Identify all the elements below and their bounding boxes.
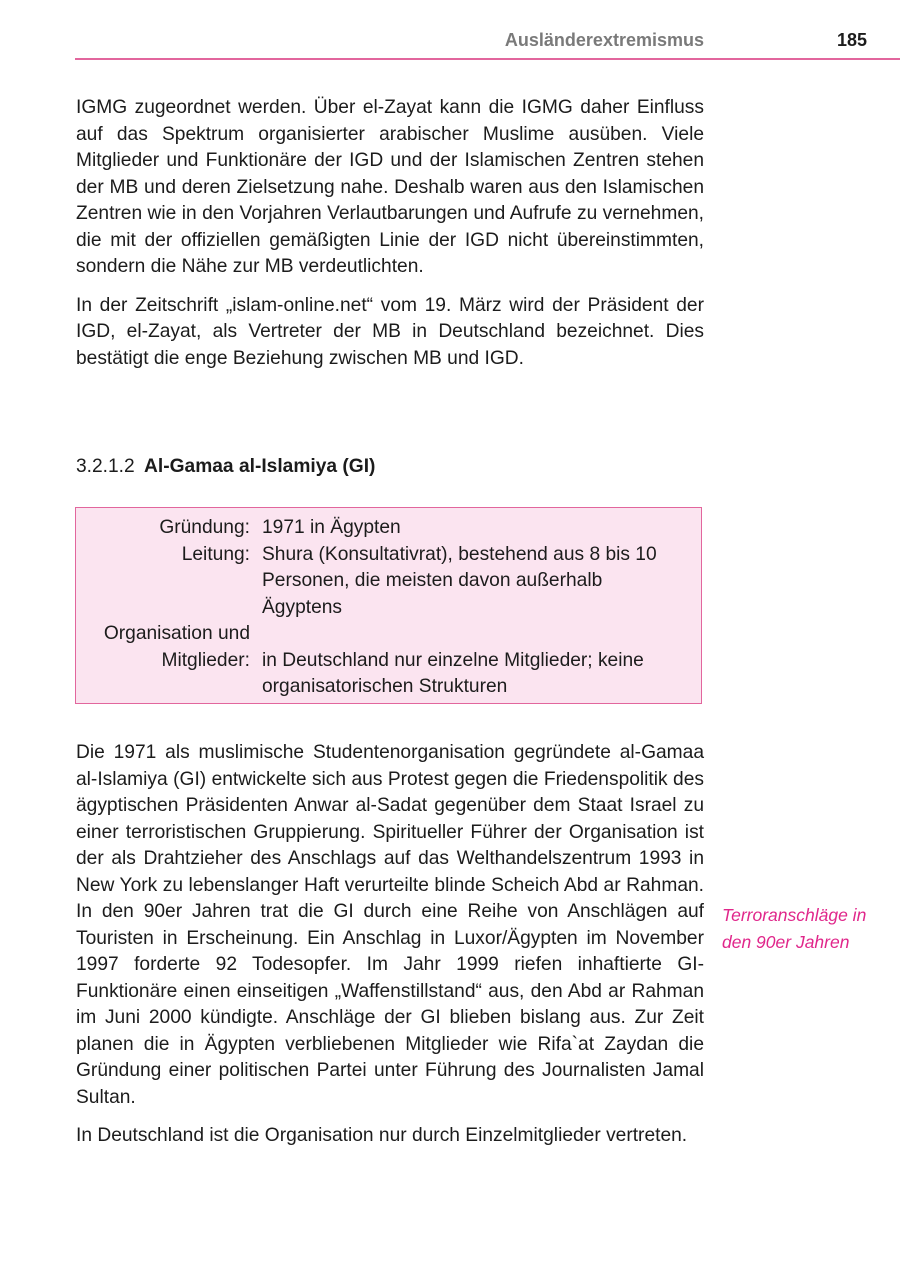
margin-note: Terroranschläge in den 90er Jahren (722, 905, 867, 952)
body-text (76, 740, 704, 1150)
intro-paragraph: In der Zeitschrift „islam-online.net“ vom 19. März wird der Präsident der IGD, el-Zayat, als Vertreter der MB in Deutschland bezeichnet. Dies bestätigt die enge Beziehung zwischen MB und IGD. (76, 294, 704, 369)
info-label: Gründung: (159, 517, 250, 538)
info-row-leitung (76, 542, 662, 622)
info-value: in Deutschland nur einzelne Mitglieder; keine organisatorischen Strukturen (262, 649, 644, 697)
info-value: 1971 in Ägypten (262, 517, 401, 538)
section-title: Al-Gamaa al-Islamiya (GI) (144, 456, 376, 477)
running-header (75, 28, 900, 60)
organization-info-box (75, 507, 702, 704)
info-label: Organisation und (103, 623, 250, 644)
body-paragraph: Die 1971 als muslimische Studentenorganisation gegründete al-Gamaa al-Islamiya (GI) entwickelte sich aus Protest gegen die Friedenspolitik des ägyptischen Präsidenten Anwar al-Sadat gegenüber dem Staat Israel zu einer terroristischen Gruppierung. Spiritueller Führer der Organisation ist der als Drahtzieher des Anschlags auf das Welthandelszentrum 1993 in New York zu lebenslanger Haft verurteilte blinde Scheich Abd ar Rahman. In den 90er Jahren trat die GI durch eine Reihe von Anschlägen auf Touristen in Erscheinung. Ein Anschlag in Luxor/Ägypten im November 1997 forderte 92 Todesopfer. Im Jahr 1999 riefen inhaftierte GI-Funktionäre einen einseitigen „Waffenstillstand“ aus, den Abd ar Rahman im Juni 2000 kündigte. Anschläge der GI blieben bislang aus. Zur Zeit planen die in Ägypten verbliebenen Mitglieder wie Rifa`at Zaydan die Gründung einer politischen Partei unter Führung des Journalisten Jamal Sultan. (76, 742, 704, 1108)
info-label: Leitung: (181, 543, 250, 565)
info-row-gruendung (76, 515, 662, 542)
intro-paragraph: IGMG zugeordnet werden. Über el-Zayat kann die IGMG daher Einfluss auf das Spektrum organisierter arabischer Muslime ausüben. Viele Mitglieder und Funktionäre der IGD und der Islamischen Zentren stehen der MB und deren Zielsetzung nahe. Deshalb waren aus den Islamischen Zentren wie in den Vorjahren Verlautbarungen und Aufrufe zu vernehmen, die mit der offiziellen gemäßigten Linie der IGD nicht übereinstimmten, sondern die Nähe zur MB verdeutlichten. (76, 97, 704, 277)
info-row-mitglieder (76, 648, 662, 701)
info-label: Mitglieder: (161, 649, 250, 671)
info-value: Shura (Konsultativrat), bestehend aus 8 bis 10 Personen, die meisten davon außerhalb Ägyptens (262, 543, 657, 618)
page-number: 185 (836, 30, 867, 50)
info-row-organisation (76, 621, 662, 648)
running-header-title: Ausländerextremismus (504, 30, 704, 50)
body-paragraph: In Deutschland ist die Organisation nur durch Einzelmitglieder vertreten. (76, 1125, 688, 1146)
organization-info-table (76, 515, 662, 701)
section-heading (76, 454, 375, 480)
section-number: 3.2.1.2 (76, 456, 135, 477)
intro-text (76, 95, 704, 372)
